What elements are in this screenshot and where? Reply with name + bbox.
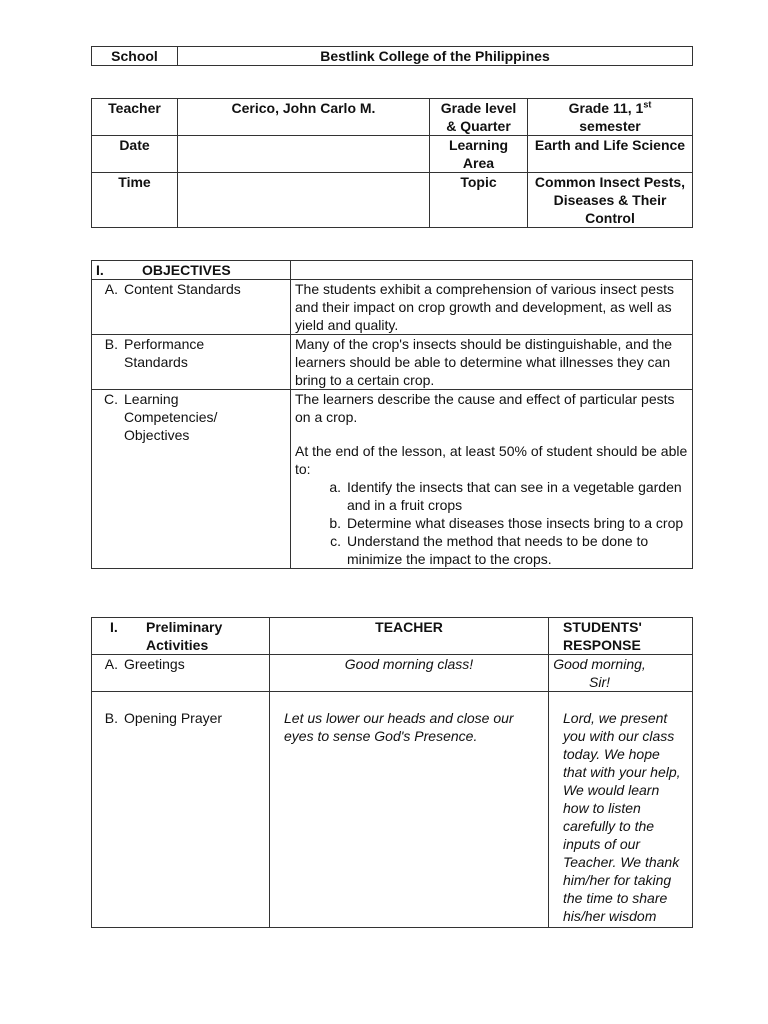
area-value: Earth and Life Science: [528, 136, 693, 173]
grade-label: Grade level & Quarter: [430, 99, 528, 136]
school-value: Bestlink College of the Philippines: [178, 47, 693, 66]
objective-row: [92, 335, 693, 390]
objective-row: [92, 280, 693, 335]
list-item-text: Understand the method that needs to be done to minimize the impact to the crops.: [347, 533, 649, 567]
list-item-num: b.: [329, 515, 341, 531]
list-item: [295, 532, 688, 568]
teacher-value: Cerico, John Carlo M.: [178, 99, 430, 136]
school-row: [92, 47, 693, 66]
teacher-row: [92, 99, 693, 136]
grade-value: [528, 99, 693, 136]
preliminary-header-num: I.: [110, 619, 118, 635]
grade-value-main: Grade 11, 1: [568, 100, 644, 116]
school-label: School: [92, 47, 178, 66]
teacher-column-header: TEACHER: [270, 618, 549, 655]
activity-row: [92, 692, 693, 928]
objective-label: Learning Competencies/ Objectives: [124, 391, 218, 443]
objective-text: The students exhibit a comprehension of various insect pests and their impact on crop growth and development, as well as yield and quality.: [291, 280, 693, 335]
topic-label: Topic: [430, 173, 528, 228]
activity-row: [92, 655, 693, 692]
grade-value-sup: st: [643, 99, 652, 110]
date-label: Date: [92, 136, 178, 173]
list-item-text: Identify the insects that can see in a vegetable garden and in a fruit crops: [347, 479, 682, 513]
objective-text: The learners describe the cause and effect of particular pests on a crop.: [295, 391, 675, 425]
activity-teacher: Good morning class!: [270, 655, 549, 692]
info-table: [91, 98, 693, 228]
school-table: [91, 46, 693, 66]
objective-label: Content Standards: [124, 281, 241, 297]
preliminary-table: [91, 617, 693, 928]
objective-row: [92, 390, 693, 569]
area-label: Learning Area: [430, 136, 528, 173]
activity-num: B.: [104, 710, 118, 726]
activity-students: Lord, we present you with our class today. We hope that with your help, We would learn how to listen carefully to the inputs of our Teacher. We thank him/her for taking the time to share his/her wisdom: [549, 692, 693, 928]
objective-label: Performance Standards: [124, 336, 205, 370]
list-item-num: a.: [329, 479, 341, 495]
list-item-text: Determine what diseases those insects bring to a crop: [347, 515, 684, 531]
grade-value-rest: semester: [579, 118, 641, 134]
objectives-header: [92, 261, 291, 280]
date-row: [92, 136, 693, 173]
list-item-num: c.: [330, 533, 341, 549]
activity-label: Opening Prayer: [124, 710, 223, 726]
objective-num: C.: [104, 391, 118, 407]
objective-sublist: [295, 478, 688, 568]
activity-num: A.: [104, 656, 118, 672]
activity-label: Greetings: [124, 656, 185, 672]
objectives-header-label: OBJECTIVES: [142, 262, 231, 278]
objective-text-cell: [291, 390, 693, 569]
activity-label-cell: [92, 692, 270, 928]
objectives-table: [91, 260, 693, 569]
objective-num: B.: [104, 336, 118, 352]
objective-label-cell: [92, 335, 291, 390]
objective-text: Many of the crop's insects should be distinguishable, and the learners should be able to determine what illnesses they can bring to a certain crop.: [291, 335, 693, 390]
objective-label-cell: [92, 390, 291, 569]
list-item: [295, 478, 688, 514]
preliminary-header-label: Preliminary Activities: [146, 619, 223, 653]
topic-value: Common Insect Pests, Diseases & Their Control: [528, 173, 693, 228]
activity-students: Good morning, Sir!: [549, 655, 693, 692]
time-label: Time: [92, 173, 178, 228]
preliminary-header-row: [92, 618, 693, 655]
objectives-header-row: [92, 261, 693, 280]
time-row: [92, 173, 693, 228]
teacher-label: Teacher: [92, 99, 178, 136]
preliminary-header: [92, 618, 270, 655]
students-column-header: STUDENTS' RESPONSE: [549, 618, 693, 655]
objective-label-cell: [92, 280, 291, 335]
objectives-header-empty: [291, 261, 693, 280]
activity-teacher: Let us lower our heads and close our eyes to sense God's Presence.: [270, 692, 549, 928]
objective-num: A.: [104, 281, 118, 297]
activity-label-cell: [92, 655, 270, 692]
objective-text-2: At the end of the lesson, at least 50% of student should be able to:: [295, 443, 688, 477]
objectives-header-num: I.: [96, 262, 104, 278]
date-value: [178, 136, 430, 173]
list-item: [295, 514, 688, 532]
time-value: [178, 173, 430, 228]
